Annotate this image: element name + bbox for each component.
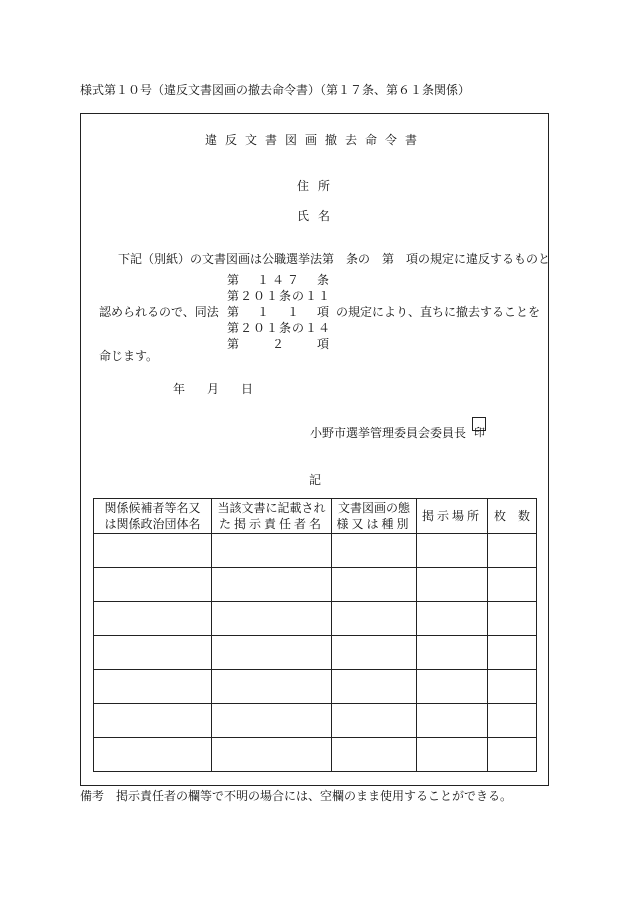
table-row — [94, 568, 537, 602]
table-cell[interactable] — [212, 670, 332, 704]
order-text-line-3: 命じます。 — [99, 349, 159, 363]
table-cell[interactable] — [212, 738, 332, 772]
header-posting-location — [417, 499, 488, 534]
table-cell[interactable] — [488, 534, 537, 568]
header-related-candidate — [94, 499, 212, 534]
header-document-type — [332, 499, 417, 534]
table-cell[interactable] — [332, 602, 417, 636]
table-cell[interactable] — [488, 670, 537, 704]
issuer-name: 小野市選挙管理委員会委員長 — [310, 426, 467, 440]
table-cell[interactable] — [94, 738, 212, 772]
header-count — [488, 499, 537, 534]
header-line: は関係政治団体名 — [104, 517, 201, 531]
date-year: 年 — [173, 382, 186, 396]
table-cell[interactable] — [332, 534, 417, 568]
table-cell[interactable] — [94, 704, 212, 738]
table-cell[interactable] — [94, 568, 212, 602]
table-cell[interactable] — [94, 670, 212, 704]
table-cell[interactable] — [94, 602, 212, 636]
table-cell[interactable] — [417, 704, 488, 738]
document-title: 違反文書図画撤去命令書 — [204, 133, 425, 147]
table-cell[interactable] — [212, 568, 332, 602]
header-responsible-person — [212, 499, 332, 534]
table-cell[interactable] — [417, 670, 488, 704]
header-line: 様又は種別 — [336, 517, 412, 531]
table-cell[interactable] — [488, 568, 537, 602]
table-cell[interactable] — [488, 602, 537, 636]
table-cell[interactable] — [417, 534, 488, 568]
table-row — [94, 636, 537, 670]
order-text-line-2-left: 認められるので、同法 — [99, 305, 219, 319]
table-cell[interactable] — [332, 636, 417, 670]
header-line: 文書図画の態 — [337, 501, 410, 515]
table-row — [94, 704, 537, 738]
table-row — [94, 602, 537, 636]
record-table — [93, 498, 537, 772]
header-line: 枚 数 — [493, 509, 530, 523]
table-cell[interactable] — [488, 738, 537, 772]
header-line: 掲示場所 — [421, 509, 482, 523]
ki-heading: 記 — [308, 473, 321, 487]
law-article-option-2: 第２０１条の１１ — [227, 289, 332, 303]
table-cell[interactable] — [332, 704, 417, 738]
date-line — [173, 380, 253, 397]
remarks-note: 備考 掲示責任者の欄等で不明の場合には、空欄のまま使用することができる。 — [80, 789, 513, 803]
table-cell[interactable] — [417, 738, 488, 772]
order-text-line-2-right: の規定により、直ちに撤去することを — [336, 305, 541, 319]
seal-mark: 印 — [474, 426, 485, 439]
law-article-option-1: 第 １４７ 条 — [227, 273, 333, 287]
table-cell[interactable] — [212, 704, 332, 738]
law-paragraph-option-2: 第 ２ 項 — [227, 337, 333, 351]
table-cell[interactable] — [332, 568, 417, 602]
table-row — [94, 534, 537, 568]
table-cell[interactable] — [212, 534, 332, 568]
table-cell[interactable] — [417, 602, 488, 636]
table-cell[interactable] — [94, 534, 212, 568]
table-cell[interactable] — [488, 704, 537, 738]
name-label: 氏名 — [297, 209, 340, 223]
table-header-row — [94, 499, 537, 534]
table-cell[interactable] — [332, 738, 417, 772]
table-cell[interactable] — [417, 636, 488, 670]
header-line: た掲示責任者名 — [218, 517, 324, 531]
header-line: 当該文書に記載され — [217, 501, 326, 515]
table-cell[interactable] — [212, 602, 332, 636]
law-article-option-3: 第２０１条の１４ — [227, 321, 332, 335]
order-text-line-1: 下記（別紙）の文書図画は公職選挙法第 条の 第 項の規定に違反するものと — [118, 252, 551, 266]
date-month: 月 — [207, 382, 220, 396]
table-row — [94, 670, 537, 704]
table-row — [94, 738, 537, 772]
table-cell[interactable] — [332, 670, 417, 704]
table-cell[interactable] — [94, 636, 212, 670]
table-cell[interactable] — [488, 636, 537, 670]
header-line: 関係候補者等名又 — [104, 501, 201, 515]
law-paragraph-option-1: 第 １ １ 項 — [227, 305, 333, 319]
table-cell[interactable] — [417, 568, 488, 602]
date-day: 日 — [241, 382, 254, 396]
form-number-header: 様式第１０号（違反文書図画の撤去命令書）（第１７条、第６１条関係） — [80, 83, 471, 97]
address-label: 住所 — [297, 179, 340, 193]
table-cell[interactable] — [212, 636, 332, 670]
